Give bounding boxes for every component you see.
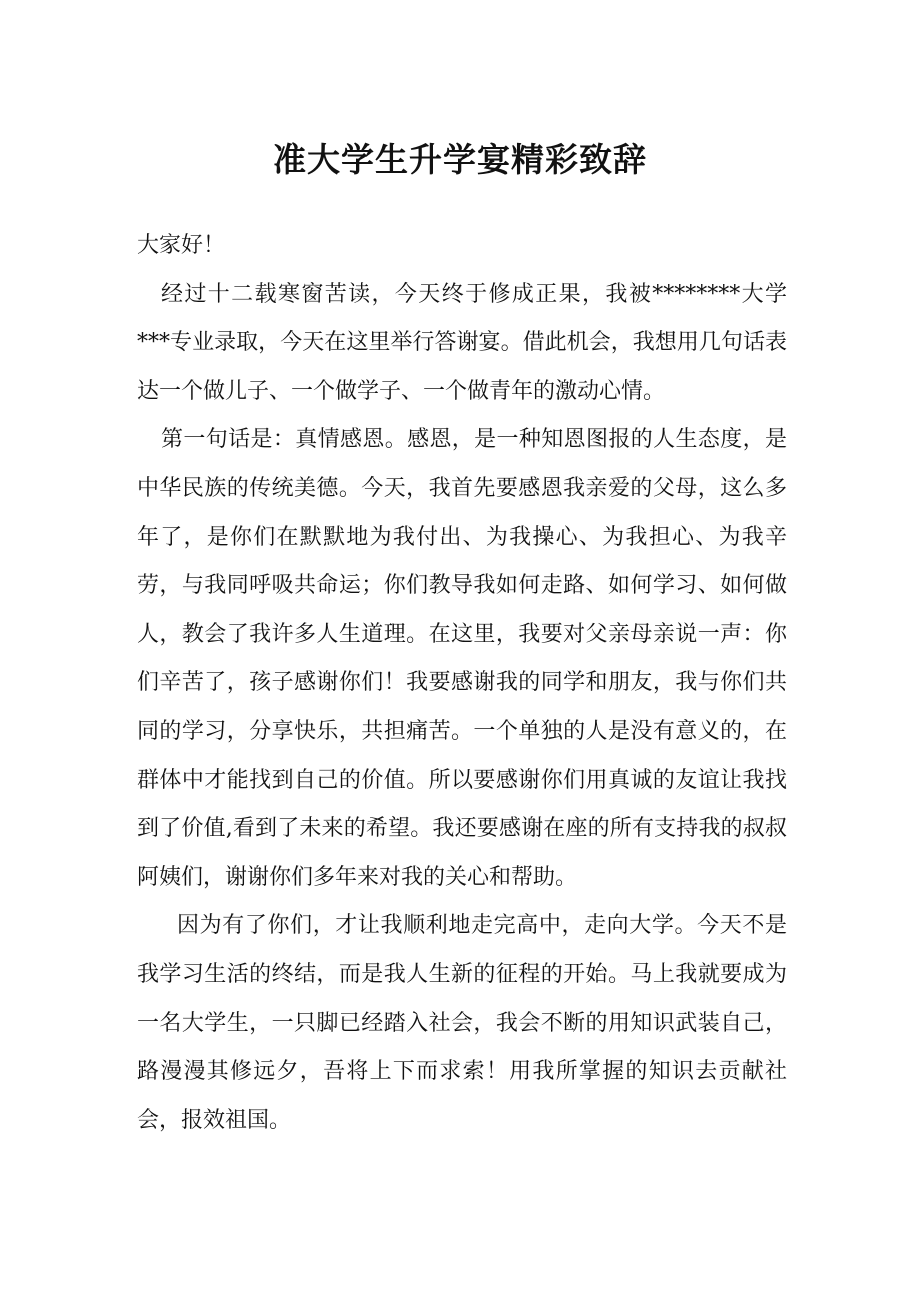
document-body — [137, 222, 787, 1145]
paragraph-2: 第一句话是：真情感恩。感恩，是一种知恩图报的人生态度，是中华民族的传统美德。今天，我首先要感恩我亲爱的父母，这么多年了，是你们在默默地为我付出、为我操心、为我担心、为我辛劳，与我同呼吸共命运；你们教导我如何走路、如何学习、如何做人，教会了我许多人生道理。在这里，我要对父亲母亲说一声：你们辛苦了，孩子感谢你们！我要感谢我的同学和朋友，我与你们共同的学习，分享快乐，共担痛苦。一个单独的人是没有意义的，在群体中才能找到自己的价值。所以要感谢你们用真诚的友谊让我找到了价值,看到了未来的希望。我还要感谢在座的所有支持我的叔叔阿姨们，谢谢你们多年来对我的关心和帮助。 — [137, 427, 787, 890]
page-title: 准大学生升学宴精彩致辞 — [273, 140, 647, 179]
greeting: 大家好！ — [137, 233, 226, 258]
paragraph-3: 因为有了你们，才让我顺利地走完高中，走向大学。今天不是我学习生活的终结，而是我人生新的征程的开始。马上我就要成为一名大学生，一只脚已经踏入社会，我会不断的用知识武装自己，路漫漫其修远夕，吾将上下而求索！用我所掌握的知识去贡献社会，报效祖国。 — [137, 913, 787, 1133]
paragraph-1: 经过十二载寒窗苦读，今天终于修成正果，我被********大学***专业录取，今天在这里举行答谢宴。借此机会，我想用几句话表达一个做儿子、一个做学子、一个做青年的激动心情。 — [137, 281, 787, 404]
